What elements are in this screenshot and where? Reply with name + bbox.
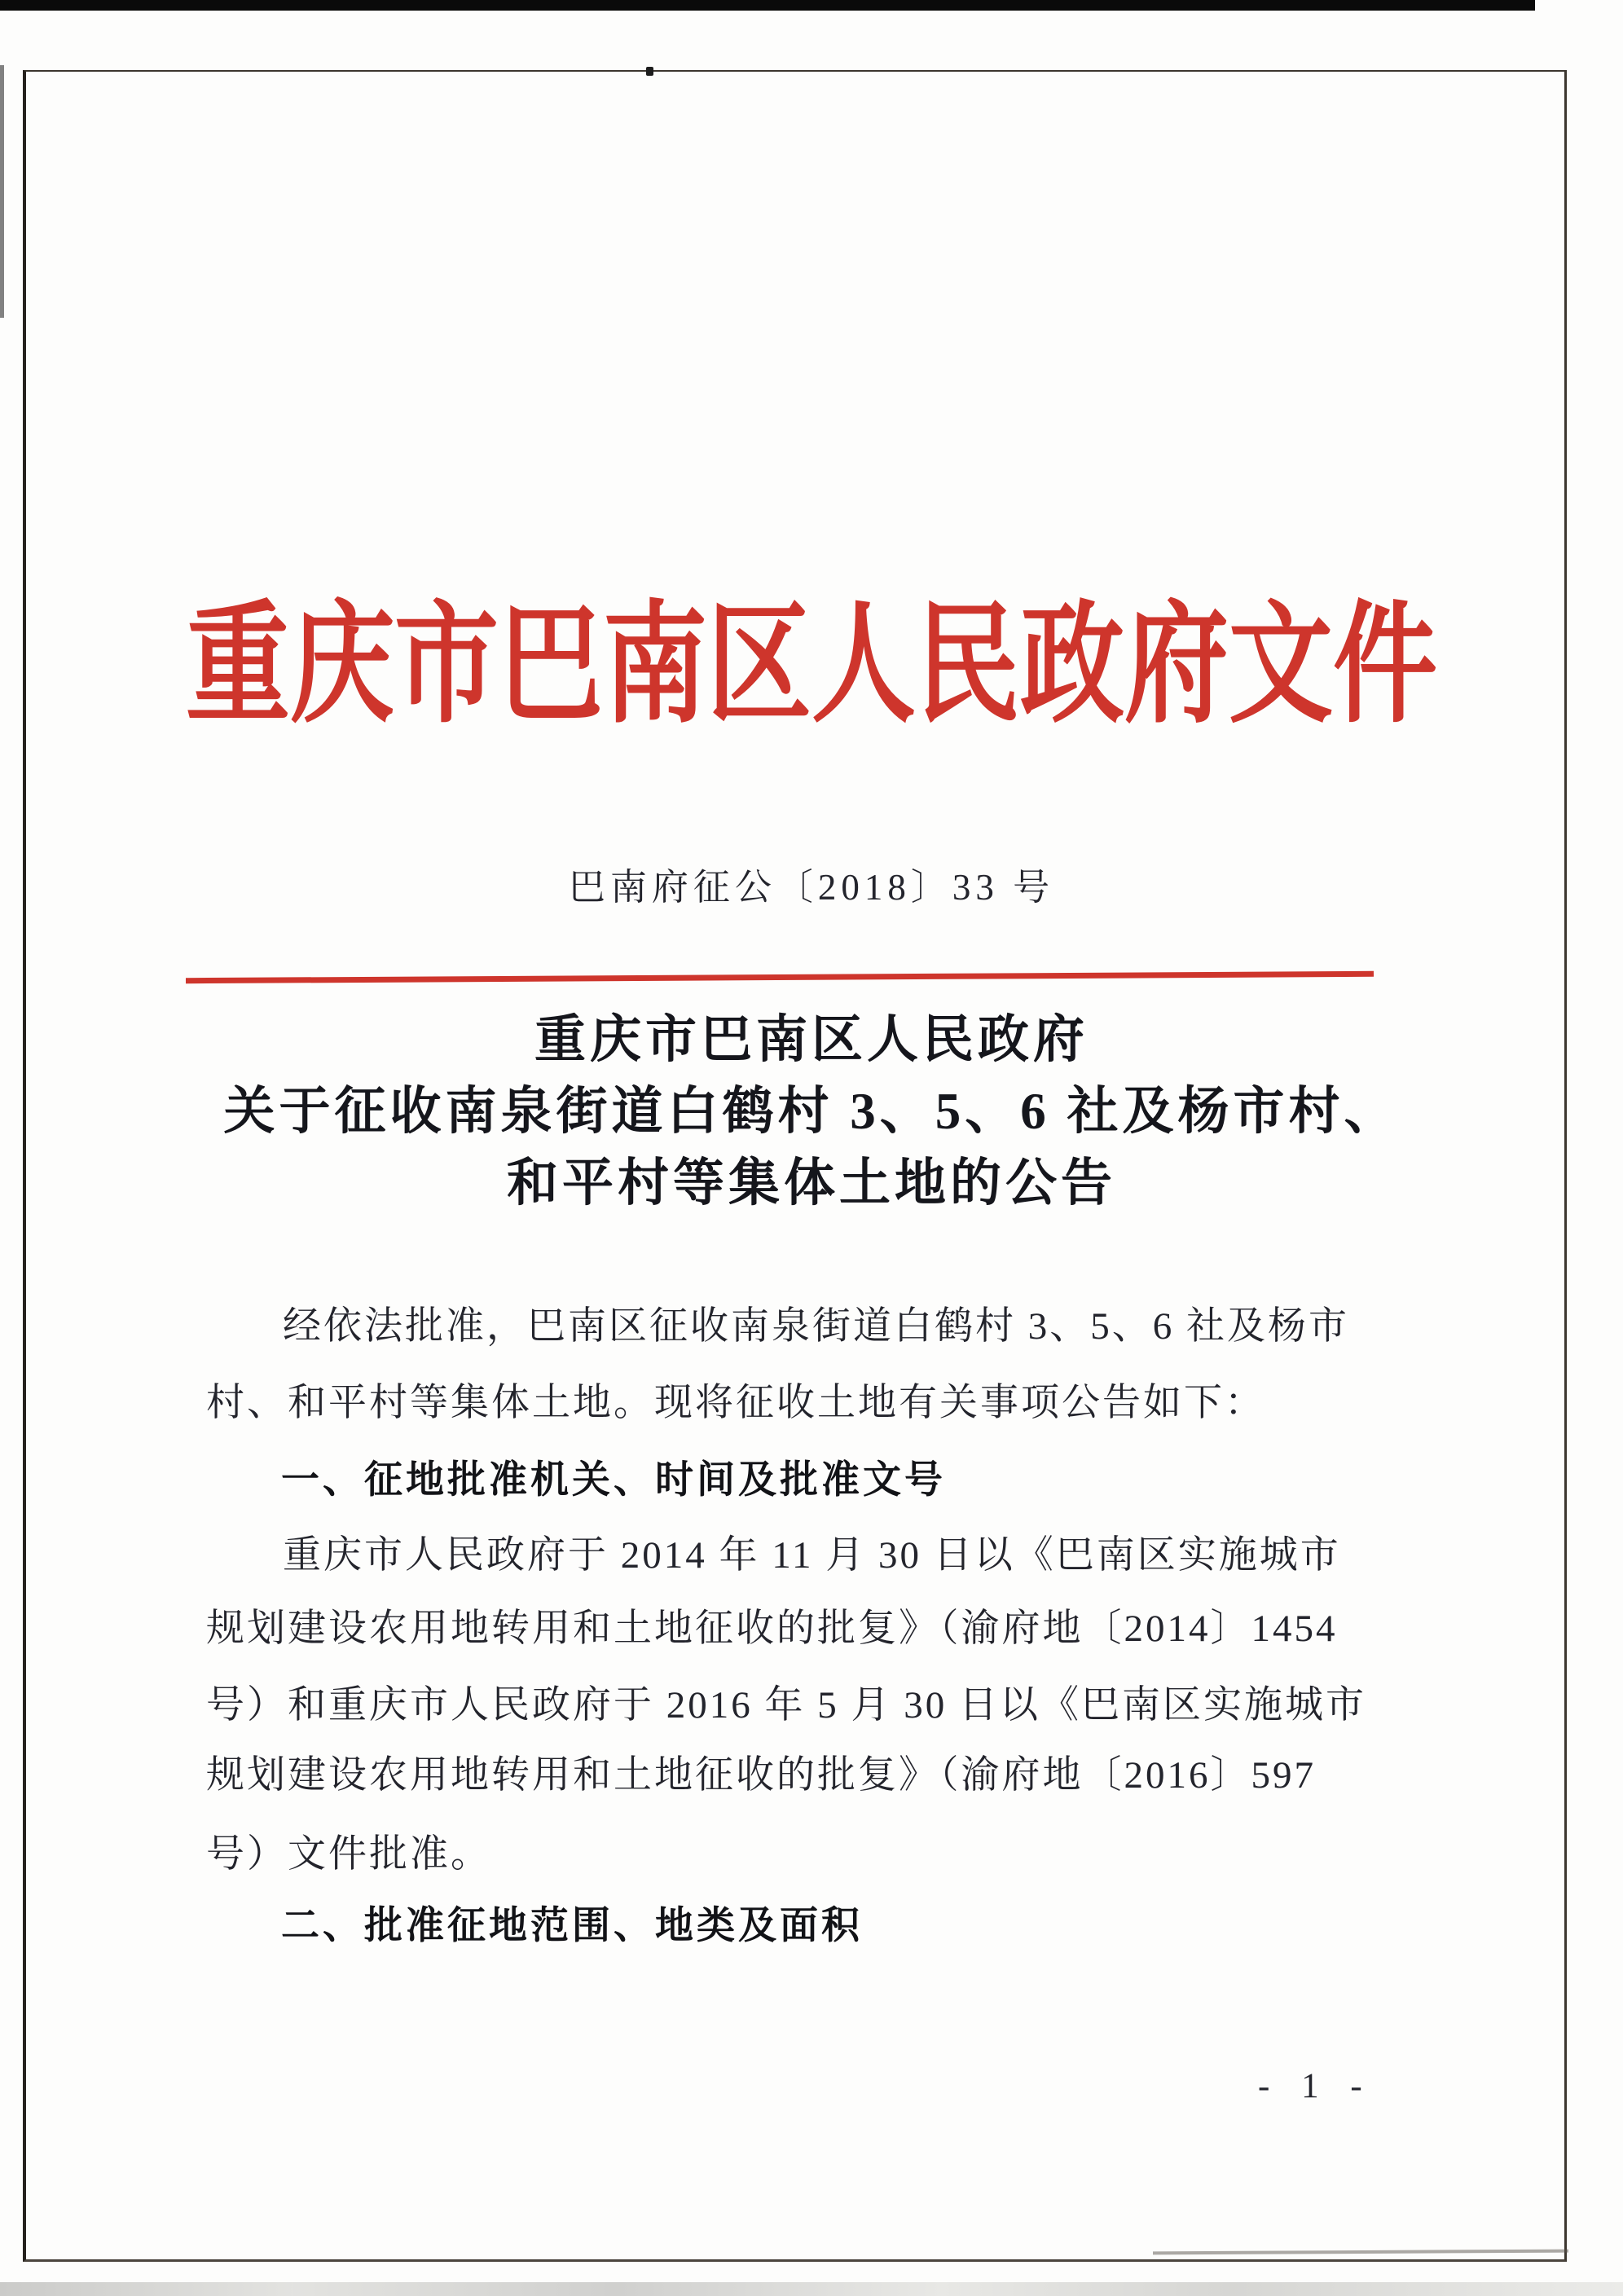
body-line-2: 村、和平村等集体土地。现将征收土地有关事项公告如下： [206, 1382, 1265, 1424]
section-heading-1: 一、征地批准机关、时间及批准文号 [281, 1458, 946, 1501]
document-title-line-1: 重庆市巴南区人民政府 [534, 1011, 1089, 1068]
body-line-4: 重庆市人民政府于 2014 年 11 月 30 日以《巴南区实施城市 [283, 1534, 1341, 1577]
body-line-6: 号）和重庆市人民政府于 2016 年 5 月 30 日以《巴南区实施城市 [206, 1684, 1366, 1726]
body-line-8: 号）文件批准。 [206, 1833, 491, 1876]
page-number: - 1 - [1258, 2067, 1374, 2105]
document-header-title: 重庆市巴南区人民政府文件 [185, 592, 1437, 739]
section-heading-2: 二、批准征地范围、地类及面积 [281, 1903, 863, 1946]
body-line-7: 规划建设农用地转用和土地征收的批复》（渝府地〔2016〕597 [206, 1754, 1316, 1797]
body-line-5: 规划建设农用地转用和土地征收的批复》（渝府地〔2014〕1454 [206, 1608, 1338, 1650]
scan-bottom-edge [0, 2282, 1623, 2296]
body-line-1: 经依法批准，巴南区征收南泉街道白鹤村 3、5、6 社及杨市 [283, 1305, 1349, 1348]
document-title-line-2: 关于征收南泉街道白鹤村 3、5、6 社及杨市村、 [223, 1083, 1400, 1140]
document-title-line-3: 和平村等集体土地的公告 [507, 1155, 1116, 1212]
document-number: 巴南府征公〔2018〕33 号 [568, 867, 1055, 908]
